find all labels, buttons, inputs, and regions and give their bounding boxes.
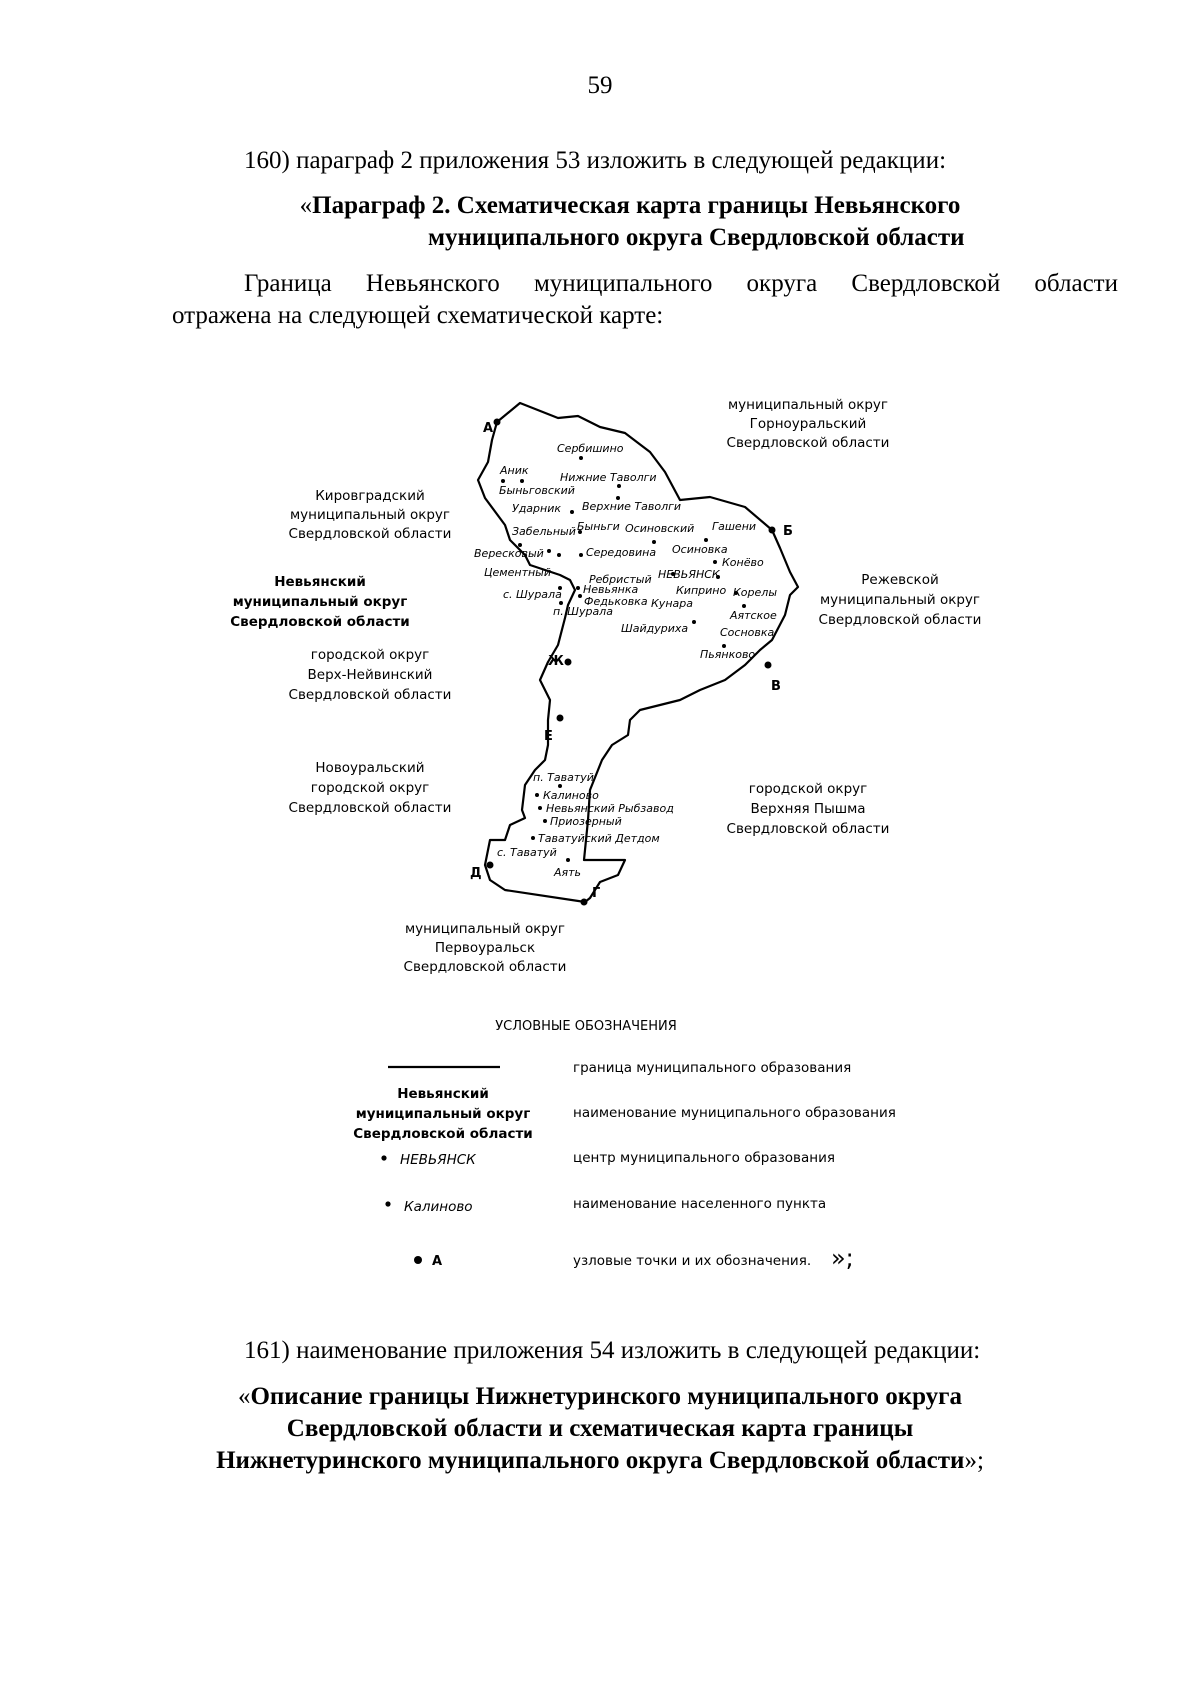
node-b-label: Б (783, 524, 793, 539)
town-rebristy: Ребристый (589, 573, 652, 586)
region-verkh-neyvinsky-line1: городской округ (310, 647, 430, 663)
town-udarnik: Ударник (512, 502, 562, 515)
close-quote: »; (964, 1447, 984, 1474)
region-verkh-neyvinsky-line3: Свердловской области (288, 687, 452, 703)
open-quote: « (237, 1383, 251, 1410)
town-cementny: Цементный (484, 566, 551, 579)
item-160-intro: 160) параграф 2 приложения 53 изложить в следующей редакции: (244, 147, 947, 174)
region-kirovgradsky-line2: муниципальный округ (289, 507, 451, 523)
item-161-heading-line2: Свердловской области и схематическая карта границы (286, 1415, 914, 1442)
town-kalinovo: Калиново (543, 789, 599, 802)
legend-close-quote: »; (831, 1244, 854, 1272)
node-v-dot (765, 662, 772, 669)
town-nevyanka: Невьянка (583, 583, 639, 596)
region-nevyansky-line3: Свердловской области (230, 614, 410, 630)
town-nevyansky-rybzavod: Невьянский Рыбзавод (546, 802, 674, 815)
region-novouralsky-line1: Новоуральский (315, 760, 425, 776)
node-g-label: Г (592, 886, 601, 901)
town-kiprino: Киприно (676, 584, 727, 597)
town-tavatuysky-detdom: Таватуйский Детдом (538, 832, 660, 845)
legend-center-sample: НЕВЬЯНСК (400, 1152, 476, 1168)
town-ayat: Аять (554, 866, 582, 879)
town-kunara: Кунара (651, 597, 693, 610)
legend-boundary-text: граница муниципального образования (573, 1060, 852, 1076)
item-161-heading-line1 (100, 1381, 1100, 1413)
node-a-dot (494, 419, 501, 426)
town-nizhnie-tavolgi: Нижние Таволги (560, 471, 657, 484)
region-pervouralsk-line3: Свердловской области (403, 959, 567, 975)
node-zh-label: Ж (548, 654, 564, 669)
region-pervouralsk-line1: муниципальный округ (404, 921, 566, 937)
region-novouralsky-line3: Свердловской области (288, 800, 452, 816)
region-verkhnyaya-pyshma-line1: городской округ (748, 781, 868, 797)
legend-node-text: узловые точки и их обозначения. (573, 1253, 812, 1269)
heading-text: Параграф 2. Схематическая карта границы Невьянского (312, 192, 961, 219)
node-b-dot (769, 527, 776, 534)
page-number: 59 (587, 72, 613, 99)
town-sosnovka: Сосновка (720, 626, 775, 639)
legend-title: УСЛОВНЫЕ ОБОЗНАЧЕНИЯ (495, 1019, 677, 1034)
region-gornouralsky-line1: муниципальный округ (727, 397, 889, 413)
legend-name-sample-line1: Невьянский (397, 1086, 489, 1102)
region-novouralsky-line2: городской округ (310, 780, 430, 796)
town-osinovka: Осиновка (672, 543, 728, 556)
town-seredovina: Середовина (586, 546, 657, 559)
region-kirovgradsky-line3: Свердловской области (288, 526, 452, 542)
town-zabelny: Забельный (512, 525, 576, 538)
open-quote: « (299, 192, 313, 219)
town-nevyansk: НЕВЬЯНСК (658, 568, 720, 581)
region-kirovgradsky-line1: Кировградский (315, 488, 425, 504)
legend-center-text: центр муниципального образования (573, 1150, 836, 1166)
legend-name-sample-line2: муниципальный округ (355, 1106, 531, 1122)
legend-center-dot (381, 1155, 386, 1160)
town-serbishino: Сербишино (557, 442, 624, 455)
town-byngi: Быньги (577, 520, 620, 533)
item-160-heading-line2: муниципального округа Свердловской области (428, 224, 965, 251)
town-fedkovka: Федьковка (584, 595, 648, 608)
legend-node-dot (414, 1256, 422, 1264)
region-verkhnyaya-pyshma-line3: Свердловской области (726, 821, 890, 837)
town-gasheni: Гашени (712, 520, 757, 533)
heading-text: Нижнетуринского муниципального округа Свердловской области (216, 1447, 965, 1474)
region-nevyansky-line2: муниципальный округ (232, 594, 408, 610)
town-konevo: Конёво (722, 556, 764, 569)
item-160-body-line1: Граница Невьянского муниципального округа Свердловской области (244, 270, 1118, 297)
town-p-tavatuy: п. Таватуй (533, 771, 594, 784)
node-d-label: Д (470, 866, 482, 881)
town-verkhnie-tavolgi: Верхние Таволги (582, 500, 682, 513)
town-osinovsky: Осиновский (625, 522, 695, 535)
item-160-body-line2: отражена на следующей схематической карте: (172, 302, 664, 329)
node-e-label: Е (544, 729, 553, 744)
item-161-intro: 161) наименование приложения 54 изложить в следующей редакции: (244, 1337, 981, 1364)
legend-name-text: наименование муниципального образования (573, 1105, 896, 1121)
legend-name-sample-line3: Свердловской области (353, 1126, 533, 1142)
legend-node-sample: А (432, 1254, 443, 1269)
town-anik: Аник (500, 464, 529, 477)
region-gornouralsky-line3: Свердловской области (726, 435, 890, 451)
legend-town-dot (385, 1201, 390, 1206)
town-pyankovo: Пьянково (700, 648, 756, 661)
region-nevyansky-line1: Невьянский (274, 574, 366, 590)
node-d-dot (487, 862, 494, 869)
town-aytskoe: Аятское (730, 609, 777, 622)
town-p-shurala: п. Шурала (553, 605, 613, 618)
town-priozerny: Приозерный (550, 815, 622, 828)
town-vereskovy: Вересковый (474, 547, 544, 560)
region-rezhevskoy-line3: Свердловской области (818, 612, 982, 628)
town-shaydurikha: Шайдуриха (621, 622, 689, 635)
region-pervouralsk-line2: Первоуральск (434, 940, 536, 956)
region-verkh-neyvinsky-line2: Верх-Нейвинский (307, 667, 433, 683)
node-a-label: А (483, 421, 494, 436)
town-s-shurala: с. Шурала (503, 588, 562, 601)
region-rezhevskoy-line2: муниципальный округ (819, 592, 981, 608)
node-g-dot (581, 899, 588, 906)
town-bynyovsky: Быньговский (499, 484, 575, 497)
legend-town-text: наименование населенного пункта (573, 1196, 827, 1212)
region-rezhevskoy-line1: Режевской (861, 572, 939, 588)
node-v-label: В (771, 679, 781, 694)
item-161-heading-line3 (100, 1445, 1100, 1477)
region-verkhnyaya-pyshma-line2: Верхняя Пышма (750, 801, 866, 817)
region-gornouralsky-line2: Горноуральский (749, 416, 867, 432)
node-zh-dot (565, 659, 572, 666)
town-s-tavatuy: с. Таватуй (497, 846, 557, 859)
node-e-dot (557, 715, 564, 722)
legend-town-sample: Калиново (404, 1199, 473, 1215)
town-korely: Корелы (733, 586, 778, 599)
heading-text: Описание границы Нижнетуринского муниципального округа (250, 1383, 963, 1410)
